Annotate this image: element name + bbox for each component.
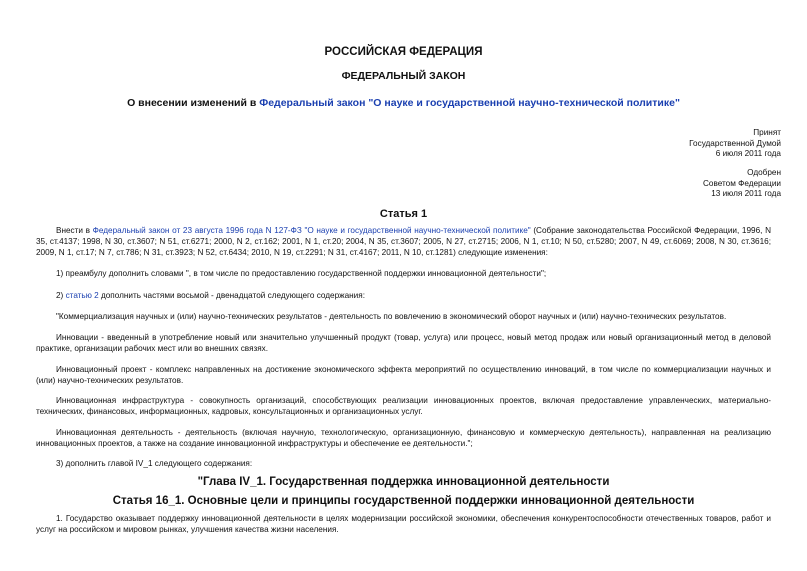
definition-innovation-infrastructure: Инновационная инфраструктура - совокупность организаций, способствующих реализации инновационных проектов, включая предоставление управленческих, материально-технических, финансовых, информационных, кадровых, консультационных и организационных услуг. — [36, 396, 771, 417]
adopted-label: Принят — [753, 128, 781, 137]
article-1-title: Статья 1 — [379, 208, 428, 220]
intro-prefix: Внести в — [56, 226, 93, 235]
item-2-text: дополнить частями восьмой - двенадцатой следующего содержания: — [98, 291, 365, 300]
article-1-intro — [36, 225, 771, 259]
article-2-link[interactable]: статью 2 — [65, 291, 99, 300]
adopted-by: Государственной Думой — [689, 138, 781, 148]
country-heading: РОССИЙСКАЯ ФЕДЕРАЦИЯ — [324, 46, 483, 58]
definition-commercialization: "Коммерциализация научных и (или) научно-технических результатов - деятельность по вовлечению в экономический оборот научных и (или) научно-технических результатов. — [56, 312, 727, 321]
law-reference-link[interactable]: Федеральный закон от 23 августа 1996 года N 127-ФЗ "О науке и государственной научно-технической политике" — [92, 226, 531, 235]
item-2-prefix: 2) — [56, 291, 66, 300]
item-1: 1) преамбулу дополнить словами ", в том числе по предоставлению государственной поддержки инновационной деятельности"; — [56, 269, 547, 278]
approved-by: Советом Федерации — [703, 178, 781, 188]
item-2 — [36, 290, 771, 301]
law-title-prefix: О внесении изменений в — [127, 97, 260, 109]
approved-label: Одобрен — [747, 168, 781, 177]
definition-innovation-activity: Инновационная деятельность - деятельность (включая научную, технологическую, организационную, финансовую и коммерческую деятельность), направленная на реализацию инновационных проектов, а также на создание инновационной инфраструктуры и обеспечение ее деятельности."; — [36, 428, 771, 449]
law-title-link[interactable]: Федеральный закон "О науке и государственной научно-технической политике" — [259, 97, 680, 109]
chapter-title: "Глава IV_1. Государственная поддержка инновационной деятельности — [197, 476, 610, 488]
article-16-1-title: Статья 16_1. Основные цели и принципы государственной поддержки инновационной деятельности — [112, 495, 695, 507]
approval-block — [601, 168, 781, 200]
article-16-1-paragraph-1: 1. Государство оказывает поддержку инновационной деятельности в целях модернизации российской экономики, обеспечения конкурентоспособности отечественных товаров, работ и услуг на российском и мировом рынках, улучшения качества жизни населения. — [36, 514, 771, 535]
law-title — [0, 97, 807, 109]
law-type-heading: ФЕДЕРАЛЬНЫЙ ЗАКОН — [341, 70, 466, 82]
approved-date: 13 июля 2011 года — [711, 189, 781, 198]
item-3: 3) дополнить главой IV_1 следующего содержания: — [56, 459, 253, 468]
intro-sources: (Собрание законодательства Российской Федерации, 1996, N 35, ст.4137; 1998, N 30, ст.3607; N 51, ст.6271; 2000, N 2, ст.162; 2001, N 1, ст.20; 2004, N 35, ст.3607; 2005, N 27, ст.2715; 2006, N 1, ст.10; N 50, ст.5280; 2007, N 49, ст.6069; 2008, N 30, ст.3616; 2009, N 1, ст.17; N 7, ст.786; N 31, ст.3923; N 52, ст.6434; 2010, N 19, ст.2291; N 31, ст.4167; 2011, N 10, ст.1281) следующие изменения: — [36, 226, 771, 258]
adoption-block — [601, 128, 781, 160]
adopted-date: 6 июля 2011 года — [715, 149, 781, 158]
definition-innovations: Инновации - введенный в употребление новый или значительно улучшенный продукт (товар, услуга) или процесс, новый метод продаж или новый организационный метод в деловой практике, организации рабочих мест или во внешних связях. — [36, 333, 771, 354]
definition-innovation-project: Инновационный проект - комплекс направленных на достижение экономического эффекта мероприятий по осуществлению инноваций, в том числе по коммерциализации научных и (или) научно-технических результатов. — [36, 365, 771, 386]
